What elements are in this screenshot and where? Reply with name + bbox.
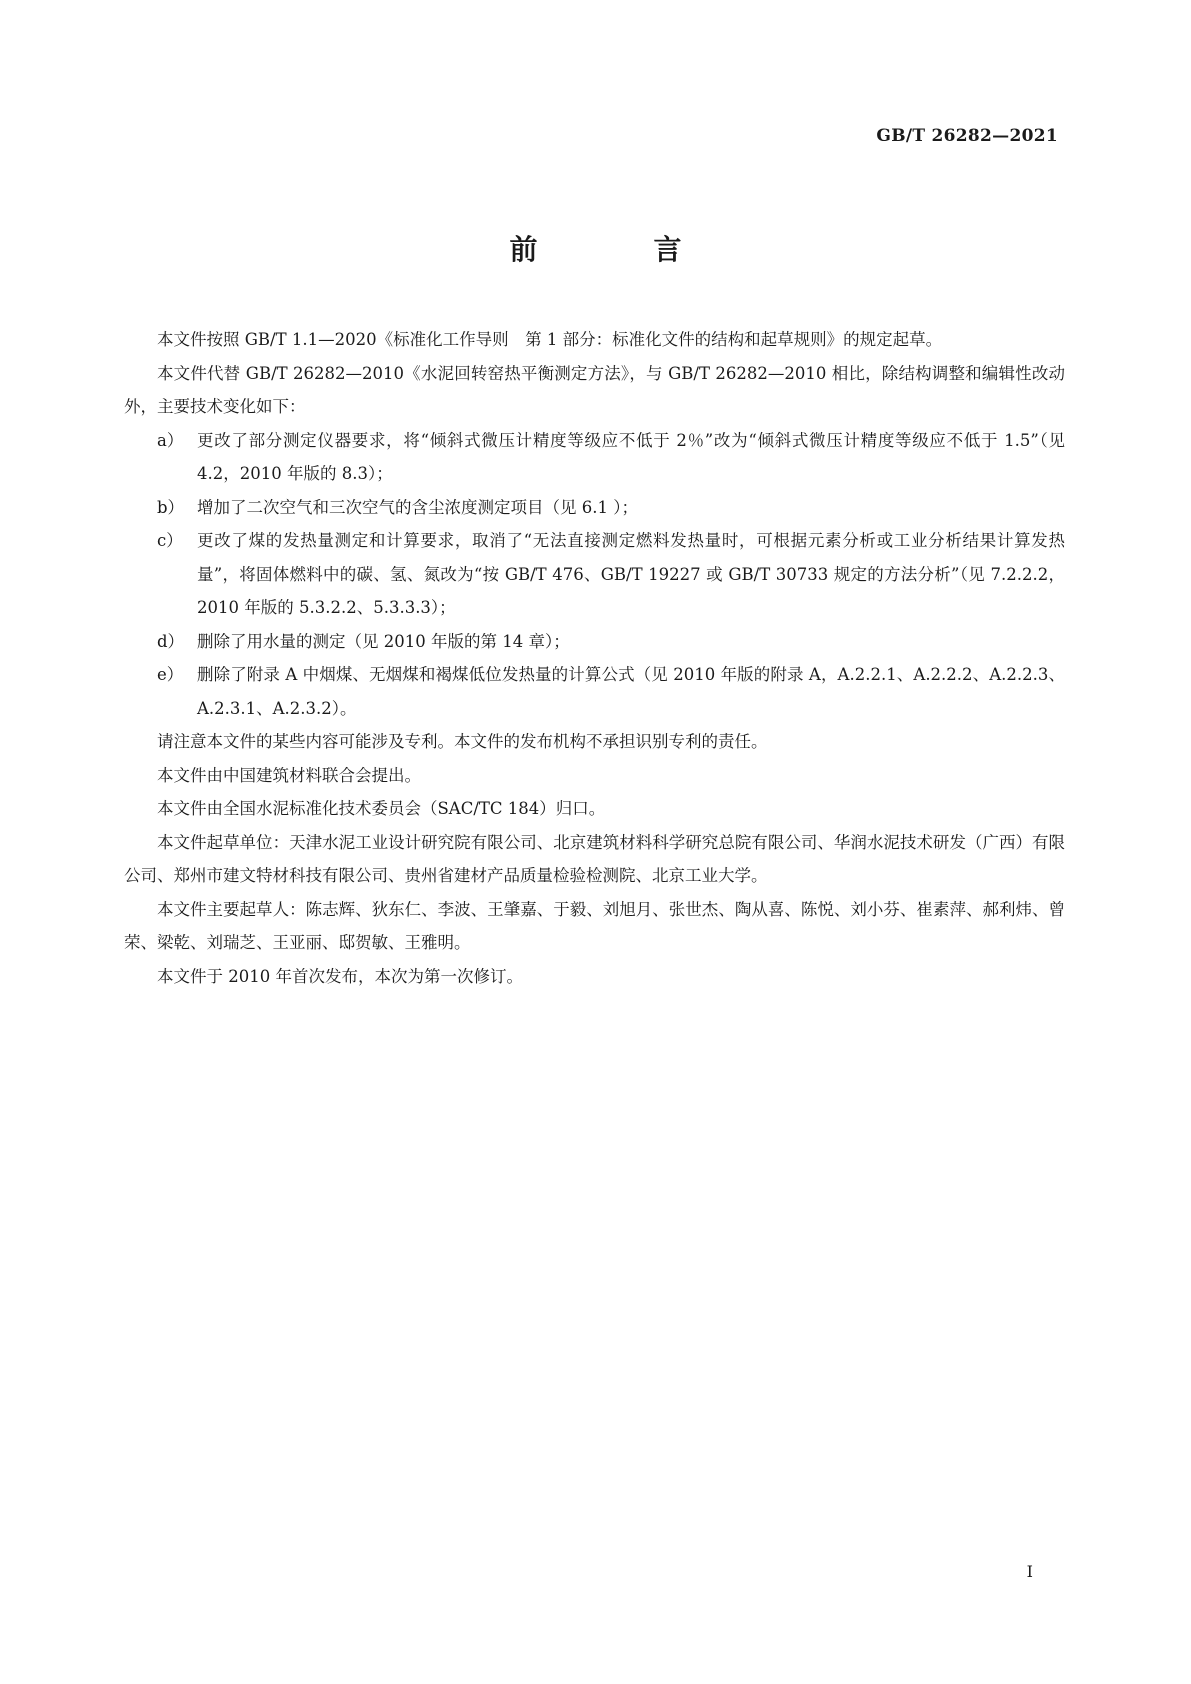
list-item xyxy=(124,424,1065,491)
list-item-text: 删除了附录 A 中烟煤、无烟煤和褐煤低位发热量的计算公式（见 2010 年版的附录 A，A.2.2.1、A.2.2.2、A.2.2.3、A.2.3.1、A.2.3.2）。 xyxy=(197,665,1065,718)
list-item xyxy=(124,491,1065,525)
paragraph-drafting-units: 本文件起草单位：天津水泥工业设计研究院有限公司、北京建筑材料科学研究总院有限公司、华润水泥技术研发（广西）有限公司、郑州市建文特材科技有限公司、贵州省建材产品质量检验检测院、北京工业大学。 xyxy=(124,832,1065,885)
list-item-text: 更改了部分测定仪器要求，将“倾斜式微压计精度等级应不低于 2％”改为“倾斜式微压计精度等级应不低于 1.5”（见 4.2，2010 年版的 8.3）； xyxy=(197,430,1065,483)
list-item-text: 删除了用水量的测定（见 2010 年版的第 14 章）； xyxy=(197,631,570,651)
list-marker: d） xyxy=(157,631,185,651)
paragraph-replacement: 本文件代替 GB/T 26282—2010《水泥回转窑热平衡测定方法》，与 GB/T 26282—2010 相比，除结构调整和编辑性改动外，主要技术变化如下： xyxy=(124,363,1065,416)
paragraph-revision-history: 本文件于 2010 年首次发布，本次为第一次修订。 xyxy=(157,966,523,986)
paragraph-drafters: 本文件主要起草人：陈志辉、狄东仁、李波、王肇嘉、于毅、刘旭月、张世杰、陶从喜、陈悦、刘小芬、崔素萍、郝利炜、曾荣、梁乾、刘瑞芝、王亚丽、邸贺敏、王雅明。 xyxy=(124,899,1065,952)
list-item xyxy=(124,658,1065,725)
list-item xyxy=(124,524,1065,625)
paragraph-committee: 本文件由全国水泥标准化技术委员会（SAC/TC 184）归口。 xyxy=(157,799,606,818)
list-item-text: 更改了煤的发热量测定和计算要求，取消了“无法直接测定燃料发热量时，可根据元素分析或工业分析结果计算发热量”，将固体燃料中的碳、氢、氮改为“按 GB/T 476、GB/T 19227 或 GB/T 30733 规定的方法分析”（见 7.2.2.2，2010 年版的 5.3.2.2、5.3.3.3）； xyxy=(197,531,1065,617)
page-title: 前 言 xyxy=(509,233,726,266)
list-item-text: 增加了二次空气和三次空气的含尘浓度测定项目（见 6.1 ）； xyxy=(197,497,638,517)
paragraph-patent-notice: 请注意本文件的某些内容可能涉及专利。本文件的发布机构不承担识别专利的责任。 xyxy=(157,732,768,751)
paragraph-drafting-basis: 本文件按照 GB/T 1.1—2020《标准化工作导则 第 1 部分：标准化文件的结构和起草规则》的规定起草。 xyxy=(157,330,943,349)
list-item xyxy=(124,625,1065,659)
list-marker: e） xyxy=(157,665,184,684)
document-body xyxy=(124,323,1065,993)
list-marker: a） xyxy=(157,430,184,450)
paragraph-proposer: 本文件由中国建筑材料联合会提出。 xyxy=(157,765,421,785)
standard-number: GB/T 26282—2021 xyxy=(876,126,1058,146)
page-number: I xyxy=(1026,1562,1033,1581)
list-marker: b） xyxy=(157,497,185,517)
list-marker: c） xyxy=(157,531,183,550)
